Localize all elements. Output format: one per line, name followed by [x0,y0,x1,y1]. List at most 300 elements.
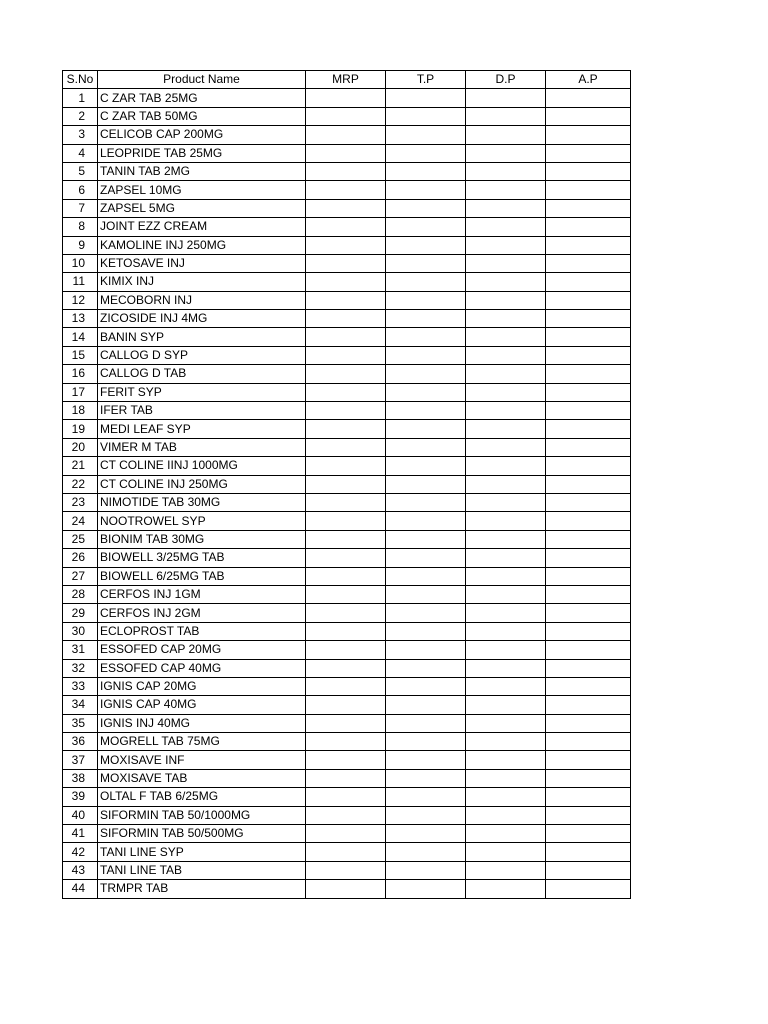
table-row [63,273,631,291]
mrp-cell [306,383,386,401]
dp-cell [466,659,546,677]
dp-cell [466,328,546,346]
serial-number-cell: 37 [63,751,98,769]
ap-cell [546,383,631,401]
ap-cell [546,199,631,217]
table-row [63,493,631,511]
ap-cell [546,696,631,714]
product-name-cell: CALLOG D SYP [98,346,306,364]
dp-cell [466,604,546,622]
product-name-cell: CALLOG D TAB [98,365,306,383]
serial-number-cell: 44 [63,880,98,898]
mrp-cell [306,181,386,199]
serial-number-cell: 10 [63,254,98,272]
product-name-cell: BIOWELL 3/25MG TAB [98,549,306,567]
product-name-cell: TANIN TAB 2MG [98,162,306,180]
tp-cell [386,604,466,622]
tp-cell [386,806,466,824]
mrp-cell [306,310,386,328]
mrp-cell [306,199,386,217]
dp-cell [466,383,546,401]
ap-cell [546,769,631,787]
serial-number-cell: 28 [63,585,98,603]
table-row [63,769,631,787]
product-name-cell: BIOWELL 6/25MG TAB [98,567,306,585]
dp-cell [466,585,546,603]
mrp-cell [306,126,386,144]
product-name-cell: KAMOLINE INJ 250MG [98,236,306,254]
table-row [63,438,631,456]
dp-cell [466,825,546,843]
ap-cell [546,714,631,732]
ap-cell [546,273,631,291]
tp-cell [386,420,466,438]
serial-number-cell: 16 [63,365,98,383]
mrp-cell [306,457,386,475]
tp-cell [386,236,466,254]
ap-cell [546,218,631,236]
mrp-cell [306,733,386,751]
ap-cell [546,493,631,511]
serial-number-cell: 24 [63,512,98,530]
mrp-cell [306,236,386,254]
table-row [63,126,631,144]
table-row [63,181,631,199]
dp-cell [466,273,546,291]
tp-cell [386,751,466,769]
mrp-cell [306,806,386,824]
product-name-cell: ESSOFED CAP 40MG [98,659,306,677]
tp-cell [386,162,466,180]
tp-cell [386,457,466,475]
table-row [63,622,631,640]
tp-cell [386,825,466,843]
tp-cell [386,696,466,714]
mrp-cell [306,346,386,364]
serial-number-cell: 25 [63,530,98,548]
table-row [63,530,631,548]
product-name-cell: C ZAR TAB 25MG [98,89,306,107]
tp-cell [386,402,466,420]
dp-cell [466,218,546,236]
serial-number-cell: 29 [63,604,98,622]
serial-number-cell: 17 [63,383,98,401]
serial-number-cell: 12 [63,291,98,309]
mrp-cell [306,107,386,125]
product-name-cell: SIFORMIN TAB 50/500MG [98,825,306,843]
header-row [63,71,631,89]
table-row [63,107,631,125]
dp-cell [466,567,546,585]
header-dp: D.P [466,71,546,89]
dp-cell [466,622,546,640]
ap-cell [546,733,631,751]
table-row [63,843,631,861]
table-row [63,788,631,806]
mrp-cell [306,604,386,622]
serial-number-cell: 23 [63,493,98,511]
dp-cell [466,475,546,493]
mrp-cell [306,751,386,769]
table-body [63,89,631,898]
table-row [63,199,631,217]
ap-cell [546,144,631,162]
dp-cell [466,769,546,787]
product-name-cell: MEDI LEAF SYP [98,420,306,438]
mrp-cell [306,89,386,107]
product-name-cell: BIONIM TAB 30MG [98,530,306,548]
serial-number-cell: 32 [63,659,98,677]
product-name-cell: TANI LINE SYP [98,843,306,861]
product-name-cell: CT COLINE INJ 250MG [98,475,306,493]
mrp-cell [306,512,386,530]
ap-cell [546,604,631,622]
product-name-cell: JOINT EZZ CREAM [98,218,306,236]
ap-cell [546,622,631,640]
tp-cell [386,622,466,640]
product-name-cell: MOXISAVE INF [98,751,306,769]
ap-cell [546,438,631,456]
mrp-cell [306,475,386,493]
table-row [63,659,631,677]
mrp-cell [306,291,386,309]
mrp-cell [306,567,386,585]
ap-cell [546,861,631,879]
table-row [63,254,631,272]
tp-cell [386,126,466,144]
ap-cell [546,512,631,530]
table-row [63,567,631,585]
tp-cell [386,843,466,861]
table-row [63,383,631,401]
serial-number-cell: 38 [63,769,98,787]
ap-cell [546,659,631,677]
mrp-cell [306,438,386,456]
header-sno: S.No [63,71,98,89]
product-name-cell: MOXISAVE TAB [98,769,306,787]
mrp-cell [306,714,386,732]
dp-cell [466,696,546,714]
tp-cell [386,365,466,383]
ap-cell [546,567,631,585]
serial-number-cell: 35 [63,714,98,732]
dp-cell [466,843,546,861]
serial-number-cell: 22 [63,475,98,493]
table-row [63,346,631,364]
table-row [63,365,631,383]
mrp-cell [306,402,386,420]
mrp-cell [306,641,386,659]
dp-cell [466,880,546,898]
product-price-table [62,70,631,899]
mrp-cell [306,585,386,603]
tp-cell [386,181,466,199]
table-row [63,806,631,824]
serial-number-cell: 6 [63,181,98,199]
table-row [63,825,631,843]
table-row [63,236,631,254]
ap-cell [546,365,631,383]
ap-cell [546,549,631,567]
table-row [63,89,631,107]
dp-cell [466,549,546,567]
mrp-cell [306,218,386,236]
serial-number-cell: 3 [63,126,98,144]
ap-cell [546,457,631,475]
dp-cell [466,365,546,383]
ap-cell [546,162,631,180]
table-row [63,733,631,751]
tp-cell [386,346,466,364]
serial-number-cell: 40 [63,806,98,824]
ap-cell [546,346,631,364]
product-name-cell: IGNIS CAP 40MG [98,696,306,714]
table-row [63,861,631,879]
ap-cell [546,751,631,769]
table-row [63,402,631,420]
serial-number-cell: 14 [63,328,98,346]
tp-cell [386,512,466,530]
ap-cell [546,107,631,125]
tp-cell [386,254,466,272]
table-row [63,585,631,603]
table-row [63,162,631,180]
serial-number-cell: 33 [63,677,98,695]
product-name-cell: IFER TAB [98,402,306,420]
dp-cell [466,402,546,420]
product-name-cell: CERFOS INJ 2GM [98,604,306,622]
dp-cell [466,677,546,695]
header-tp: T.P [386,71,466,89]
ap-cell [546,880,631,898]
product-name-cell: TANI LINE TAB [98,861,306,879]
serial-number-cell: 42 [63,843,98,861]
tp-cell [386,530,466,548]
table-row [63,714,631,732]
serial-number-cell: 27 [63,567,98,585]
tp-cell [386,677,466,695]
dp-cell [466,126,546,144]
product-name-cell: CELICOB CAP 200MG [98,126,306,144]
table-row [63,310,631,328]
tp-cell [386,199,466,217]
mrp-cell [306,530,386,548]
dp-cell [466,310,546,328]
serial-number-cell: 2 [63,107,98,125]
tp-cell [386,714,466,732]
tp-cell [386,144,466,162]
serial-number-cell: 39 [63,788,98,806]
ap-cell [546,181,631,199]
table-row [63,549,631,567]
ap-cell [546,420,631,438]
ap-cell [546,236,631,254]
product-name-cell: ZICOSIDE INJ 4MG [98,310,306,328]
ap-cell [546,641,631,659]
product-name-cell: VIMER M TAB [98,438,306,456]
tp-cell [386,218,466,236]
serial-number-cell: 36 [63,733,98,751]
table-row [63,696,631,714]
serial-number-cell: 34 [63,696,98,714]
table-row [63,751,631,769]
dp-cell [466,641,546,659]
mrp-cell [306,420,386,438]
serial-number-cell: 19 [63,420,98,438]
tp-cell [386,328,466,346]
dp-cell [466,530,546,548]
dp-cell [466,806,546,824]
mrp-cell [306,843,386,861]
product-name-cell: NIMOTIDE TAB 30MG [98,493,306,511]
serial-number-cell: 41 [63,825,98,843]
tp-cell [386,438,466,456]
dp-cell [466,144,546,162]
mrp-cell [306,162,386,180]
serial-number-cell: 21 [63,457,98,475]
serial-number-cell: 26 [63,549,98,567]
mrp-cell [306,769,386,787]
tp-cell [386,273,466,291]
tp-cell [386,788,466,806]
product-name-cell: OLTAL F TAB 6/25MG [98,788,306,806]
ap-cell [546,806,631,824]
table-row [63,880,631,898]
serial-number-cell: 1 [63,89,98,107]
product-name-cell: ZAPSEL 5MG [98,199,306,217]
serial-number-cell: 31 [63,641,98,659]
dp-cell [466,107,546,125]
table-row [63,291,631,309]
dp-cell [466,181,546,199]
tp-cell [386,659,466,677]
mrp-cell [306,880,386,898]
dp-cell [466,493,546,511]
tp-cell [386,107,466,125]
header-ap: A.P [546,71,631,89]
dp-cell [466,457,546,475]
mrp-cell [306,788,386,806]
product-name-cell: KIMIX INJ [98,273,306,291]
dp-cell [466,236,546,254]
tp-cell [386,493,466,511]
dp-cell [466,512,546,530]
mrp-cell [306,273,386,291]
product-name-cell: ZAPSEL 10MG [98,181,306,199]
dp-cell [466,162,546,180]
product-name-cell: BANIN SYP [98,328,306,346]
dp-cell [466,733,546,751]
serial-number-cell: 9 [63,236,98,254]
product-name-cell: SIFORMIN TAB 50/1000MG [98,806,306,824]
ap-cell [546,475,631,493]
table-row [63,457,631,475]
ap-cell [546,328,631,346]
tp-cell [386,769,466,787]
tp-cell [386,585,466,603]
tp-cell [386,567,466,585]
mrp-cell [306,254,386,272]
header-mrp: MRP [306,71,386,89]
product-name-cell: IGNIS INJ 40MG [98,714,306,732]
product-name-cell: TRMPR TAB [98,880,306,898]
tp-cell [386,383,466,401]
product-name-cell: MECOBORN INJ [98,291,306,309]
dp-cell [466,89,546,107]
serial-number-cell: 7 [63,199,98,217]
mrp-cell [306,549,386,567]
product-name-cell: FERIT SYP [98,383,306,401]
serial-number-cell: 18 [63,402,98,420]
ap-cell [546,788,631,806]
dp-cell [466,254,546,272]
serial-number-cell: 13 [63,310,98,328]
table-row [63,677,631,695]
mrp-cell [306,696,386,714]
ap-cell [546,254,631,272]
serial-number-cell: 8 [63,218,98,236]
ap-cell [546,126,631,144]
header-product-name: Product Name [98,71,306,89]
table-row [63,641,631,659]
tp-cell [386,310,466,328]
ap-cell [546,585,631,603]
mrp-cell [306,677,386,695]
dp-cell [466,714,546,732]
dp-cell [466,861,546,879]
product-name-cell: CERFOS INJ 1GM [98,585,306,603]
mrp-cell [306,328,386,346]
mrp-cell [306,825,386,843]
ap-cell [546,530,631,548]
serial-number-cell: 11 [63,273,98,291]
tp-cell [386,475,466,493]
dp-cell [466,199,546,217]
serial-number-cell: 15 [63,346,98,364]
table-row [63,604,631,622]
mrp-cell [306,365,386,383]
ap-cell [546,825,631,843]
mrp-cell [306,861,386,879]
product-name-cell: C ZAR TAB 50MG [98,107,306,125]
ap-cell [546,310,631,328]
product-name-cell: IGNIS CAP 20MG [98,677,306,695]
dp-cell [466,751,546,769]
product-name-cell: NOOTROWEL SYP [98,512,306,530]
table-row [63,144,631,162]
mrp-cell [306,144,386,162]
ap-cell [546,291,631,309]
dp-cell [466,438,546,456]
product-name-cell: LEOPRIDE TAB 25MG [98,144,306,162]
tp-cell [386,89,466,107]
product-name-cell: MOGRELL TAB 75MG [98,733,306,751]
table-row [63,218,631,236]
product-name-cell: KETOSAVE INJ [98,254,306,272]
serial-number-cell: 4 [63,144,98,162]
tp-cell [386,549,466,567]
ap-cell [546,89,631,107]
table-row [63,512,631,530]
serial-number-cell: 20 [63,438,98,456]
product-name-cell: ECLOPROST TAB [98,622,306,640]
ap-cell [546,677,631,695]
mrp-cell [306,493,386,511]
serial-number-cell: 43 [63,861,98,879]
ap-cell [546,402,631,420]
table-row [63,420,631,438]
dp-cell [466,788,546,806]
